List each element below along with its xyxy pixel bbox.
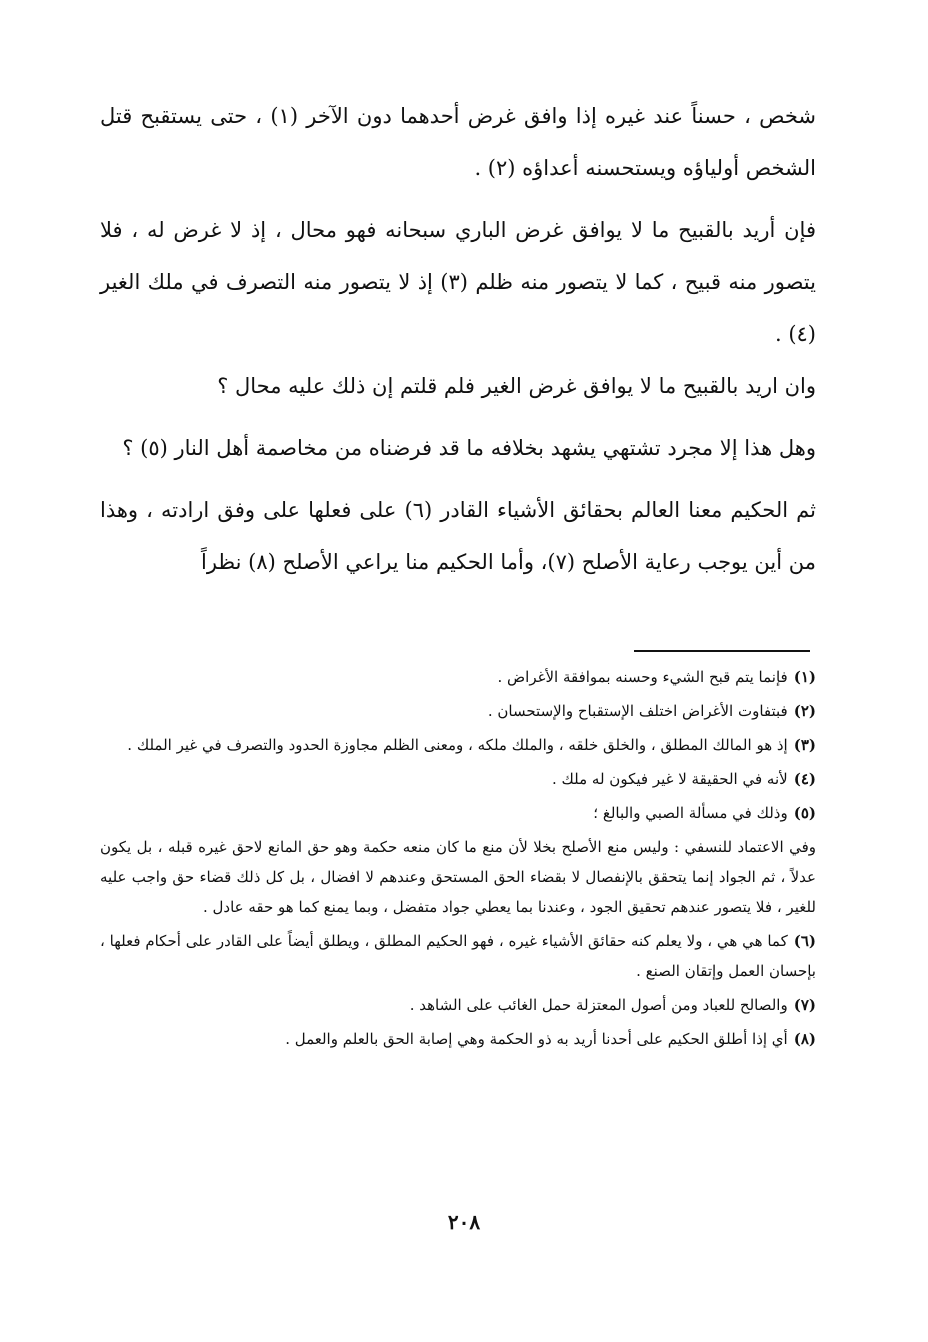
footnote-text: إذ هو المالك المطلق ، والخلق خلقه ، والملك ملكه ، ومعنى الظلم مجاوزة الحدود والتصرف في غير الملك . [127,736,788,754]
footnote-number: (١) [793,668,816,686]
footnote-item [100,926,816,986]
footnote-number: (٤) [793,770,816,788]
footnotes [100,662,816,1058]
paragraph-4: وهل هذا إلا مجرد تشتهي يشهد بخلافه ما قد فرضناه من مخاصمة أهل النار (٥) ؟ [122,436,816,460]
footnote-item [100,1024,816,1054]
footnote-item [100,662,816,692]
footnote-text: فإنما يتم قبح الشيء وحسنه بموافقة الأغراض . [497,668,788,686]
main-text [100,90,816,588]
paragraph-3: وان اريد بالقبيح ما لا يوافق غرض الغير فلم قلتم إن ذلك عليه محال ؟ [217,374,816,398]
footnote-text: لأنه في الحقيقة لا غير فيكون له ملك . [551,770,788,788]
footnote-item [100,696,816,726]
paragraph-1: شخص ، حسناً عند غيره إذا وافق غرض أحدهما دون الآخر (١) ، حتى يستقبح قتل الشخص أولياؤه ويستحسنه أعداؤه (٢) . [100,104,816,180]
footnote-item [100,990,816,1020]
footnote-number: (٣) [793,736,816,754]
footnote-number: (٧) [793,996,816,1014]
paragraph-5: ثم الحكيم معنا العالم بحقائق الأشياء القادر (٦) على فعلها على وفق ارادته ، وهذا من أين يوجب رعاية الأصلح (٧)، وأما الحكيم منا يراعي الأصلح (٨) نظراً [100,498,816,574]
footnote-item [100,764,816,794]
footnote-item [100,798,816,828]
footnote-text: وذلك في مسألة الصبي والبالغ ؛ [593,804,788,822]
footnote-text: كما هي هي ، ولا يعلم كنه حقائق الأشياء غيره ، فهو الحكيم المطلق ، ويطلق أيضاً على القادر على أحكام فعلها ، بإحسان العمل وإتقان الصنع . [100,932,816,980]
paragraph-2: فإن أريد بالقبيح ما لا يوافق غرض الباري سبحانه فهو محال ، إذ لا غرض له ، فلا يتصور منه قبيح ، كما لا يتصور منه ظلم (٣) إذ لا يتصور منه التصرف في ملك الغير (٤) . [100,218,816,346]
footnote-continuation [100,832,816,922]
footnote-item [100,730,816,760]
footnote-text: فبتفاوت الأغراض اختلف الإستقباح والإستحسان . [487,702,788,720]
footnote-separator [634,650,810,652]
footnote-number: (٨) [793,1030,816,1048]
footnote-text: وفي الاعتماد للنسفي : وليس منع الأصلح بخلا لأن منع ما كان منعه حكمة وهو حق المانع لاحق غيره قبله ، بل يكون عدلاً ، ثم الجواد إنما يتحقق بالإنفصال لا بقضاء الحق المستحق وعندهم لا افضال ، بل كل ذلك قضاء حق واجب عليه للغير ، فلا يتصور عندهم تحقيق الجود ، وعندنا بما يعطي جواد متفضل ، وبما يمنع كما هو حقه عادل . [100,838,816,916]
footnote-number: (٦) [793,932,816,950]
footnote-text: والصالح للعباد ومن أصول المعتزلة حمل الغائب على الشاهد . [409,996,788,1014]
page-number: ٢٠٨ [447,1210,481,1234]
footnote-number: (٢) [793,702,816,720]
footnote-text: أي إذا أطلق الحكيم على أحدنا أريد به ذو الحكمة وهي إصابة الحق بالعلم والعمل . [285,1030,788,1048]
footnote-number: (٥) [793,804,816,822]
